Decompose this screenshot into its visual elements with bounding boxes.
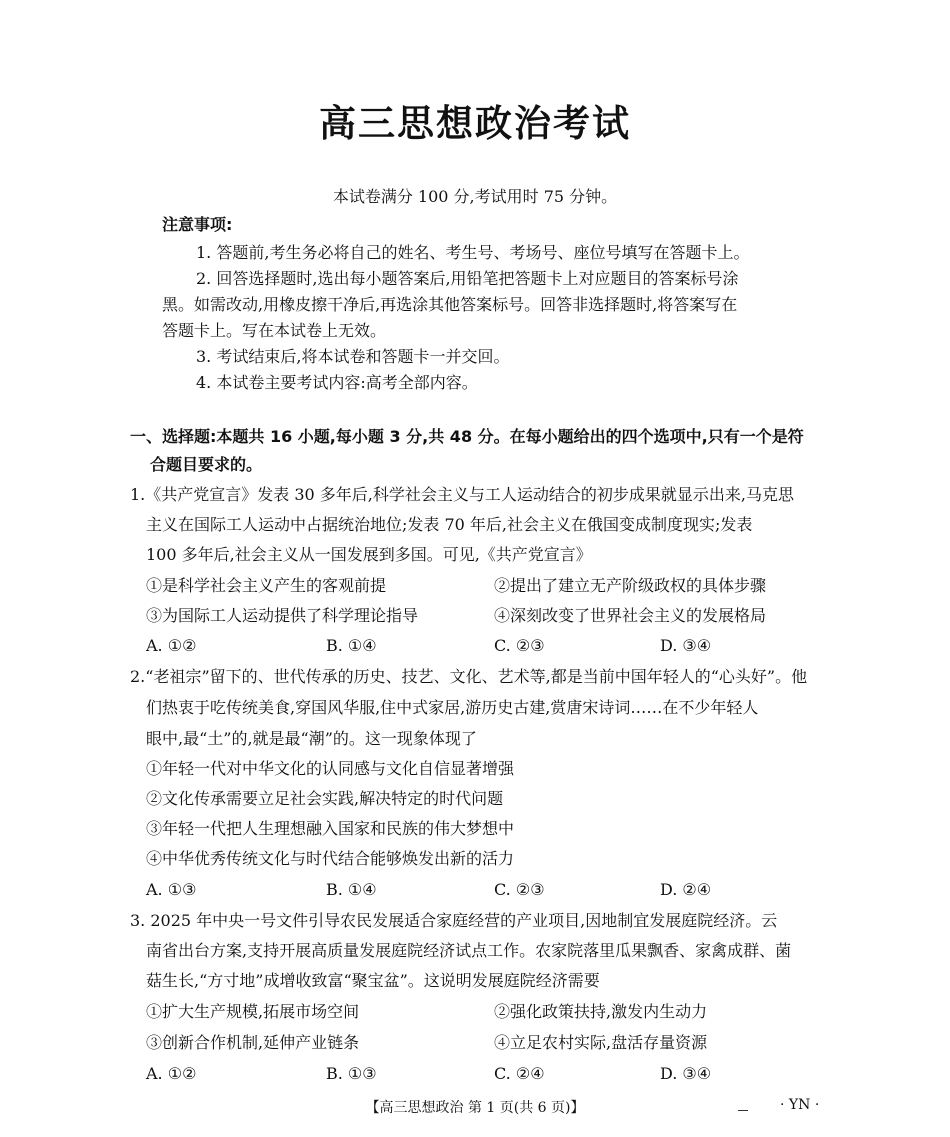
question-2-statement-4: ④中华优秀传统文化与时代结合能够焕发出新的活力 xyxy=(146,849,515,868)
question-3-statement-2: ②强化政策扶持,激发内生动力 xyxy=(494,1002,708,1021)
question-2-option-d: D. ②④ xyxy=(660,880,712,899)
question-3-stem: 菇生长,“方寸地”成增收致富“聚宝盆”。这说明发展庭院经济需要 xyxy=(146,971,600,990)
question-3-statement-3: ③创新合作机制,延伸产业链条 xyxy=(146,1033,360,1052)
question-2-statement-1: ①年轻一代对中华文化的认同感与文化自信显著增强 xyxy=(146,759,515,778)
question-2-statement-2: ②文化传承需要立足社会实践,解决特定的时代问题 xyxy=(146,789,504,808)
question-3-stem: 3. 2025 年中央一号文件引导农民发展适合家庭经营的产业项目,因地制宜发展庭院经济。云 xyxy=(130,911,778,930)
notice-item: 4. 本试卷主要考试内容:高考全部内容。 xyxy=(196,373,478,392)
question-1-option-c: C. ②③ xyxy=(494,636,545,655)
question-3-statement-1: ①扩大生产规模,拓展市场空间 xyxy=(146,1002,360,1021)
exam-intro: 本试卷满分 100 分,考试用时 75 分钟。 xyxy=(332,187,618,206)
question-1-stem: 1.《共产党宣言》发表 30 多年后,科学社会主义与工人运动结合的初步成果就显示出来,马克思 xyxy=(130,485,794,504)
exam-title: 高三思想政治考试 xyxy=(319,102,631,145)
question-2-option-c: C. ②③ xyxy=(494,880,545,899)
question-2-stem: 们热衷于吃传统美食,穿国风华服,住中式家居,游历史古建,赏唐宋诗词……在不少年轻人 xyxy=(146,698,759,717)
notice-item: 2. 回答选择题时,选出每小题答案后,用铅笔把答题卡上对应题目的答案标号涂 xyxy=(196,269,739,288)
question-1-option-a: A. ①② xyxy=(146,636,197,655)
region-mark: · YN · xyxy=(780,1097,820,1113)
question-2-option-b: B. ①④ xyxy=(326,880,377,899)
notice-item: 3. 考试结束后,将本试卷和答题卡一并交回。 xyxy=(196,347,510,366)
question-1-statement-1: ①是科学社会主义产生的客观前提 xyxy=(146,576,387,595)
question-1-option-b: B. ①④ xyxy=(326,636,377,655)
question-1-statement-4: ④深刻改变了世界社会主义的发展格局 xyxy=(494,606,767,625)
question-2-stem: 2.“老祖宗”留下的、世代传承的历史、技艺、文化、艺术等,都是当前中国年轻人的“心头好”。他 xyxy=(130,667,808,686)
notice-item: 黑。如需改动,用橡皮擦干净后,再选涂其他答案标号。回答非选择题时,将答案写在 xyxy=(162,295,738,314)
question-1-stem: 100 多年后,社会主义从一国发展到多国。可见,《共产党宣言》 xyxy=(146,545,592,564)
question-1-statement-3: ③为国际工人运动提供了科学理论指导 xyxy=(146,606,419,625)
question-1-option-d: D. ③④ xyxy=(660,636,712,655)
question-3-statement-4: ④立足农村实际,盘活存量资源 xyxy=(494,1033,708,1052)
footer-divider xyxy=(738,1110,748,1111)
question-3-option-b: B. ①③ xyxy=(326,1064,377,1083)
section-heading-cont: 合题目要求的。 xyxy=(150,455,263,474)
question-3-option-d: D. ③④ xyxy=(660,1064,712,1083)
notice-item: 1. 答题前,考生务必将自己的姓名、考生号、考场号、座位号填写在答题卡上。 xyxy=(196,243,750,262)
question-2-statement-3: ③年轻一代把人生理想融入国家和民族的伟大梦想中 xyxy=(146,819,515,838)
page-footer: 【高三思想政治 第 1 页(共 6 页)】 xyxy=(365,1100,585,1116)
question-1-statement-2: ②提出了建立无产阶级政权的具体步骤 xyxy=(494,576,767,595)
question-2-stem: 眼中,最“土”的,就是最“潮”的。这一现象体现了 xyxy=(146,729,477,748)
notice-heading: 注意事项: xyxy=(162,215,233,234)
question-3-option-a: A. ①② xyxy=(146,1064,197,1083)
question-2-option-a: A. ①③ xyxy=(146,880,197,899)
question-3-stem: 南省出台方案,支持开展高质量发展庭院经济试点工作。农家院落里瓜果飘香、家禽成群、菌 xyxy=(146,941,792,960)
question-1-stem: 主义在国际工人运动中占据统治地位;发表 70 年后,社会主义在俄国变成制度现实;发表 xyxy=(146,515,753,534)
notice-item: 答题卡上。写在本试卷上无效。 xyxy=(162,321,387,340)
question-3-option-c: C. ②④ xyxy=(494,1064,545,1083)
section-heading: 一、选择题:本题共 16 小题,每小题 3 分,共 48 分。在每小题给出的四个选项中,只有一个是符 xyxy=(130,427,804,446)
